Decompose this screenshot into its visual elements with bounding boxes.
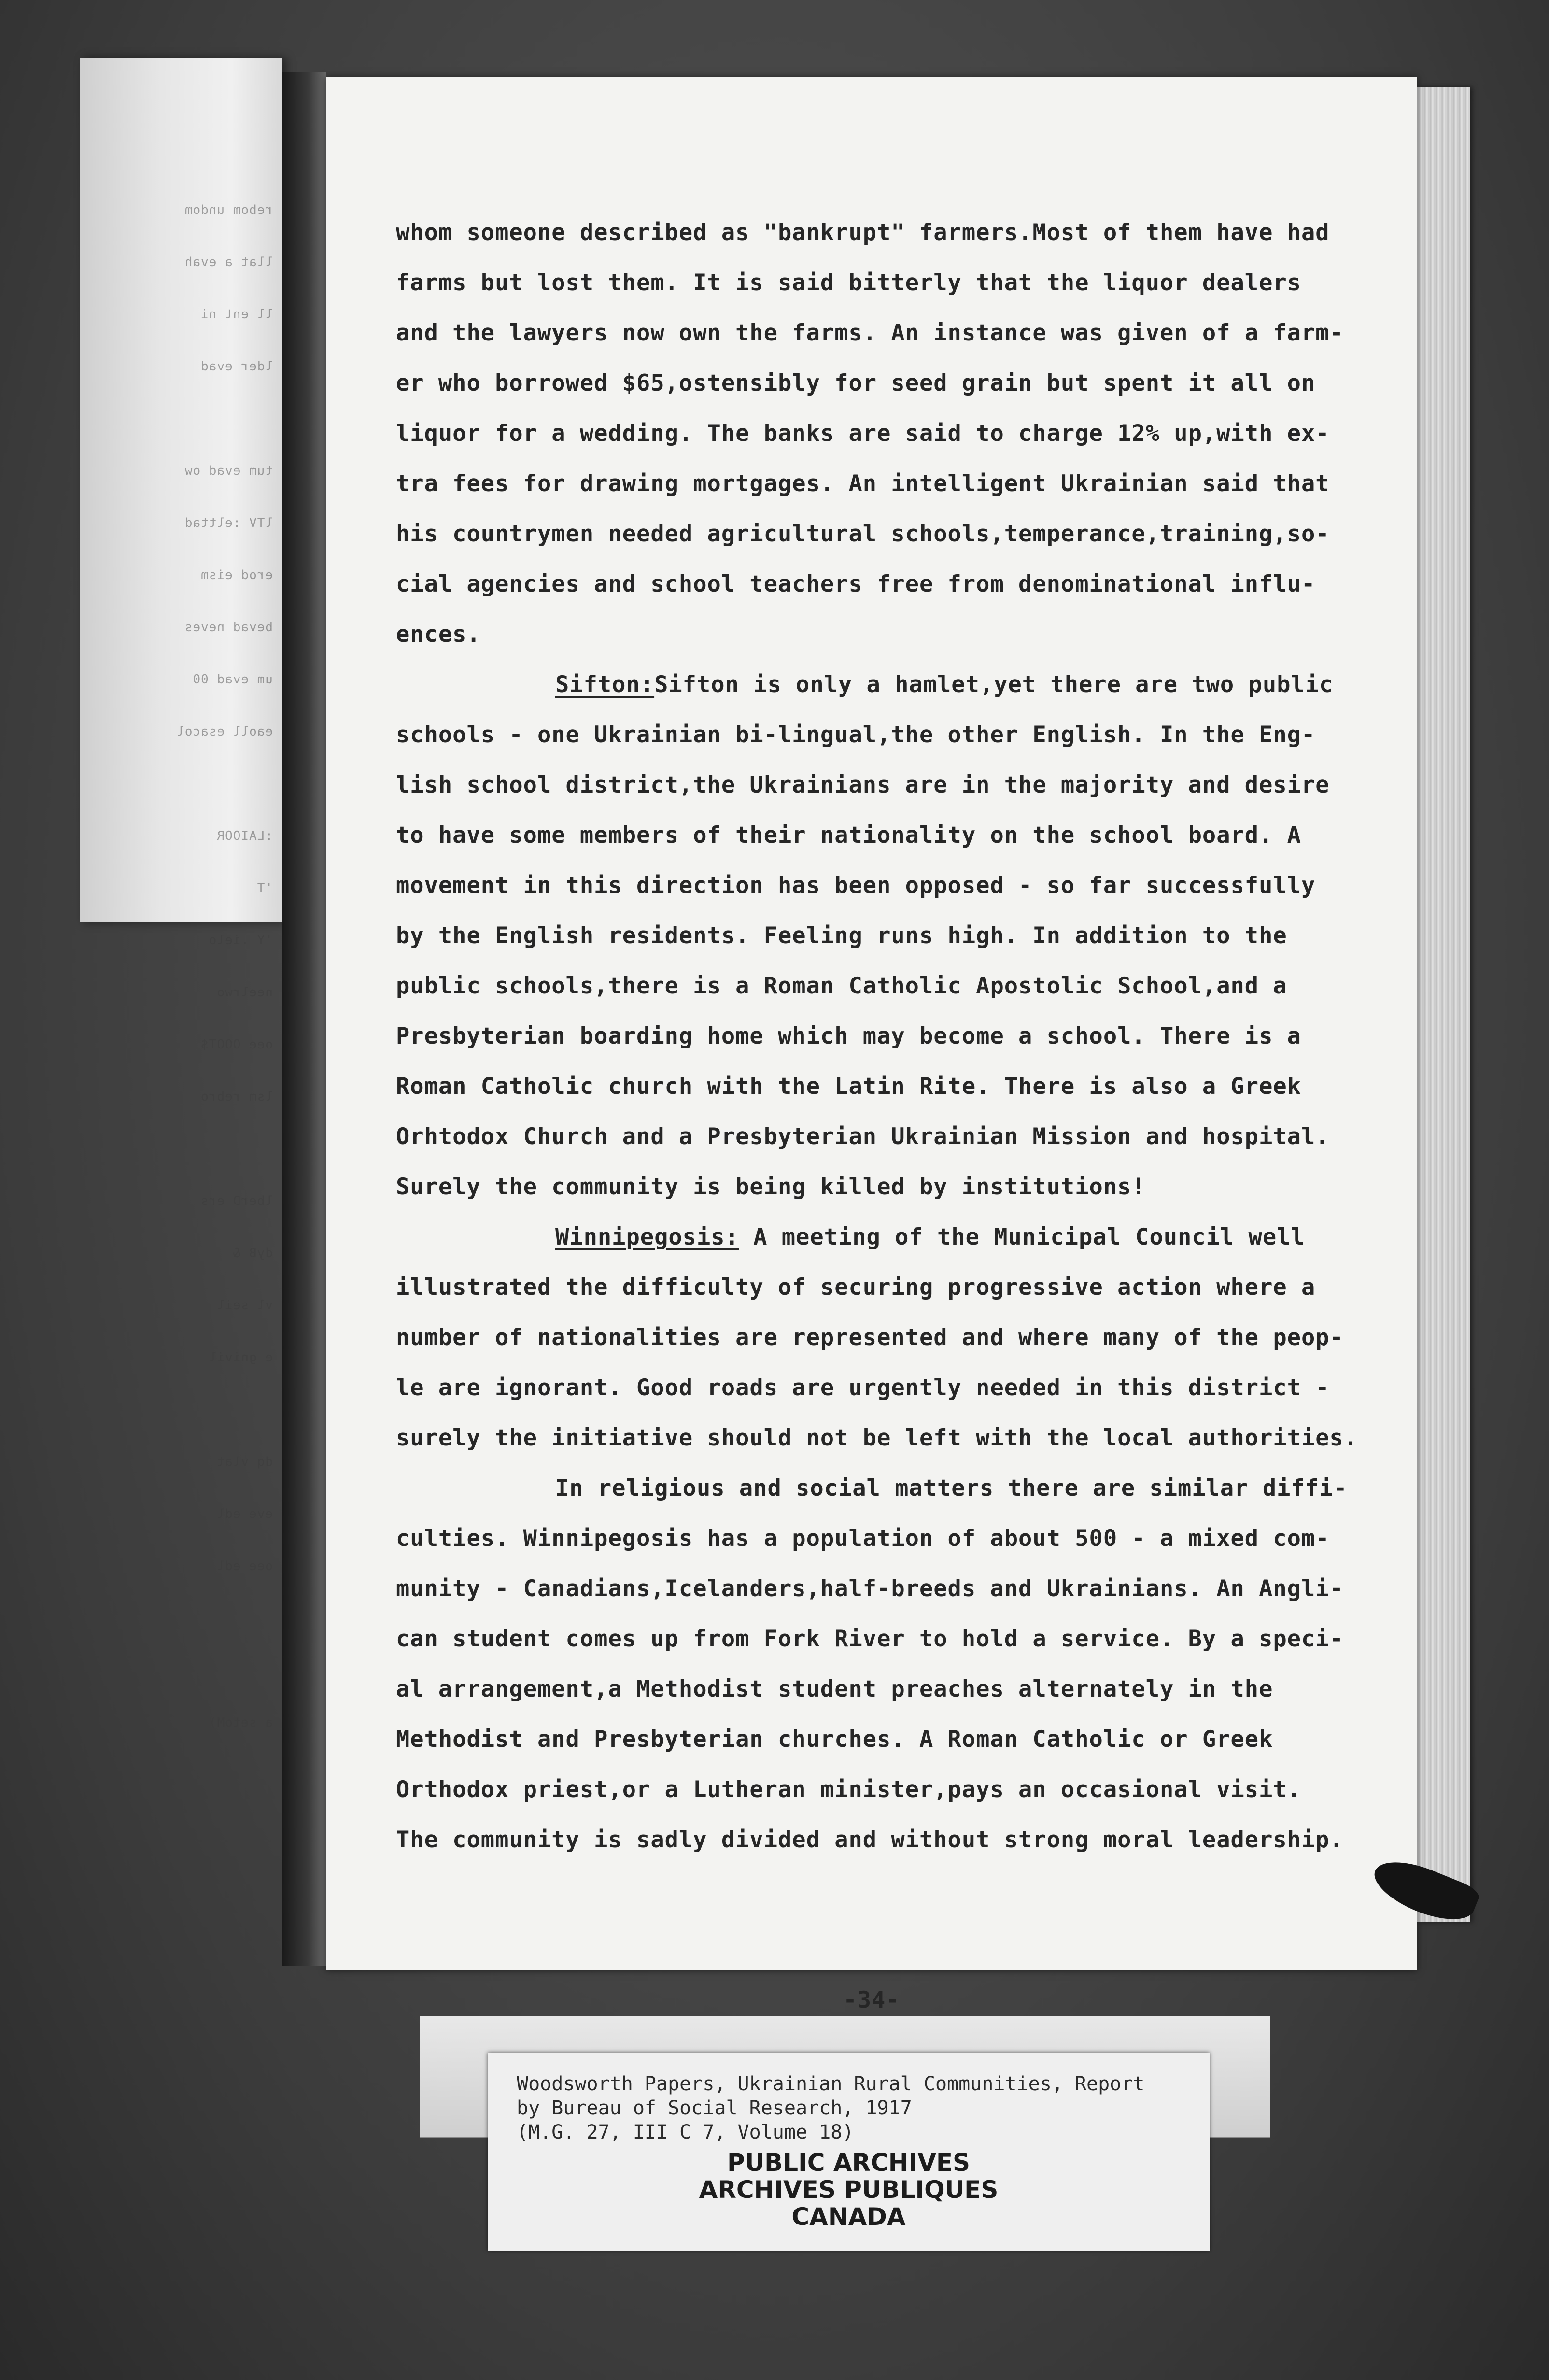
archive-label: [488, 2053, 1210, 2251]
bleed-line: eaoll esacol: [176, 724, 273, 739]
bleed-line: ll ent ni: [200, 307, 273, 322]
bleed-line: lTV :elttad: [184, 516, 273, 530]
text-line: Roman Catholic church with the Latin Rite. There is also a Greek: [396, 1073, 1301, 1100]
text-line: illustrated the difficulty of securing progressive action where a: [396, 1274, 1316, 1301]
bleed-line: erod eism: [200, 568, 273, 582]
page-text: [396, 208, 1381, 1865]
text-line: ences.: [396, 621, 481, 648]
bleed-line: a setoM): [208, 1715, 273, 1730]
text-line: lish school district,the Ukrainians are in the majority and desire: [396, 772, 1330, 798]
bleed-line: 'Y .ielo: [208, 933, 273, 948]
text-line: The community is sadly divided and without strong moral leadership.: [396, 1827, 1344, 1853]
sifton-heading: Sifton:: [555, 671, 655, 698]
text-line: culties. Winnipegosis has a population of about 500 - a mixed com-: [396, 1525, 1330, 1552]
text-line: to have some members of their nationality on the school board. A: [396, 822, 1301, 849]
bleed-line: lberD ers: [200, 1194, 273, 1208]
text-line: public schools,there is a Roman Catholic Apostolic School,and a: [396, 973, 1287, 999]
text-line: er who borrowed $65,ostensibly for seed grain but spent it all on: [396, 370, 1316, 397]
text-line: his countrymen needed agricultural schools,temperance,training,so-: [396, 521, 1330, 547]
text-line: Presbyterian boarding home which may become a school. There is a: [396, 1023, 1301, 1049]
page-edges: [1417, 87, 1470, 1922]
text-line: al arrangement,a Methodist student preaches alternately in the: [396, 1676, 1273, 1702]
text-line: can student comes up from Fork River to hold a service. By a speci-: [396, 1626, 1344, 1652]
text-line: number of nationalities are represented and where many of the peop-: [396, 1324, 1344, 1351]
text-line: movement in this direction has been opposed - so far successfully: [396, 872, 1316, 899]
text-line: by the English residents. Feeling runs high. In addition to the: [396, 922, 1287, 949]
text-line: Orthodox priest,or a Lutheran minister,pays an occasional visit.: [396, 1776, 1301, 1803]
bleed-line: oee edl: [216, 1559, 273, 1573]
reference-line: (M.G. 27, III C 7, Volume 18): [517, 2121, 854, 2143]
religious-paragraph-start: In religious and social matters there are similar diffi-: [555, 1475, 1348, 1502]
text-line: whom someone described as "bankrupt" farmers.Most of them have had: [396, 219, 1330, 246]
text-line: Orhtodox Church and a Presbyterian Ukrainian Mission and hospital.: [396, 1123, 1330, 1150]
text-line: Methodist and Presbyterian churches. A Roman Catholic or Greek: [396, 1726, 1273, 1753]
text-line: le are ignorant. Good roads are urgently needed in this district -: [396, 1374, 1330, 1401]
bleed-line: rebom undom: [184, 203, 273, 217]
bleed-line: dyB &: [232, 1246, 273, 1261]
bleed-line: 'T: [256, 881, 273, 895]
bleed-line: neelrwo: [216, 985, 273, 1000]
document-page: [326, 77, 1417, 2013]
bleed-line: oee OOOT$: [200, 1037, 273, 1052]
archive-name-line: PUBLIC ARCHIVES: [727, 2149, 971, 2177]
archive-name-line: ARCHIVES PUBLIQUES: [699, 2176, 999, 2204]
gutter-shadow: [282, 72, 326, 1966]
archive-reference: [517, 2072, 1193, 2144]
sifton-paragraph-start: Sifton:Sifton is only a hamlet,yet there are two public: [555, 671, 1334, 698]
bleed-line: tum evad ow: [184, 464, 273, 478]
bleed-line: eve edl: [216, 1507, 273, 1521]
text-line: schools - one Ukrainian bi-lingual,the other English. In the Eng-: [396, 722, 1316, 748]
text-line: surely the initiative should not be left with the local authorities.: [396, 1425, 1358, 1451]
winnipegosis-paragraph-start: Winnipegosis: A meeting of the Municipal Council well: [555, 1224, 1305, 1250]
text-line: and the lawyers now own the farms. An instance was given of a farm-: [396, 320, 1344, 346]
archive-name: [488, 2149, 1210, 2230]
facing-page-bleed-text: [157, 58, 273, 1730]
bleed-line: bevad neves: [184, 620, 273, 635]
text-line: farms but lost them. It is said bitterly that the liquor dealers: [396, 269, 1301, 296]
bleed-line: e gnivil: [208, 1350, 273, 1365]
bleed-line: :LAIOOR: [216, 829, 273, 843]
text-line: tra fees for drawing mortgages. An intelligent Ukrainian said that: [396, 470, 1330, 497]
winnipegosis-heading: Winnipegosis:: [555, 1224, 739, 1250]
bleed-line: llat a evah: [184, 255, 273, 269]
reference-line: Woodsworth Papers, Ukrainian Rural Communities, Report: [517, 2073, 1145, 2095]
bleed-line: um evad 00: [192, 672, 273, 687]
text-line: liquor for a wedding. The banks are said to charge 12% up,with ex-: [396, 420, 1330, 447]
bleed-line: vl seil: [216, 1298, 273, 1313]
text-line: cial agencies and school teachers free from denominational influ-: [396, 571, 1316, 597]
bleed-line: lder evad: [200, 359, 273, 374]
text-line: Surely the community is being killed by institutions!: [396, 1174, 1146, 1200]
bleed-line: dq vlat: [216, 1455, 273, 1469]
bleed-line: lsm rebro: [200, 1090, 273, 1104]
reference-line: by Bureau of Social Research, 1917: [517, 2097, 912, 2119]
text-line: munity - Canadians,Icelanders,half-breeds and Ukrainians. An Angli-: [396, 1575, 1344, 1602]
archive-name-line: CANADA: [791, 2203, 906, 2231]
facing-page: [80, 58, 282, 1730]
page-number: -34-: [843, 1987, 900, 2013]
